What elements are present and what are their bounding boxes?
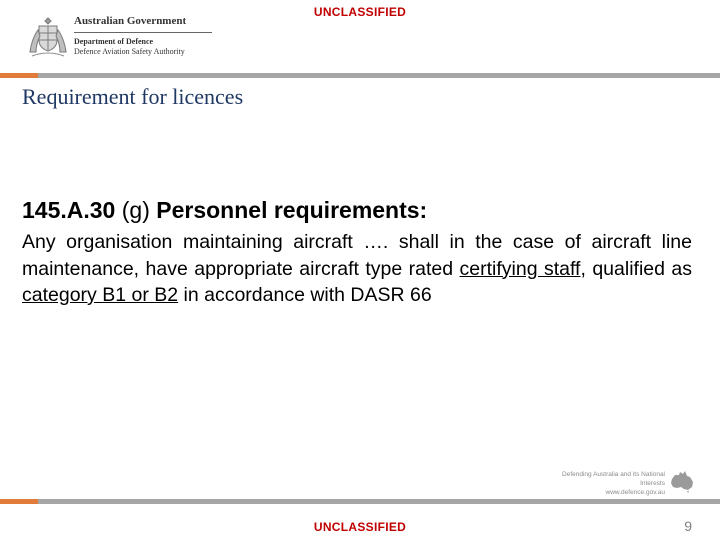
- classification-bottom: UNCLASSIFIED: [313, 520, 407, 534]
- header-rule: [0, 73, 720, 78]
- slide-title: Requirement for licences: [22, 84, 244, 109]
- footer-website: www.defence.gov.au: [605, 489, 665, 496]
- body-text-part1: Any organisation maintaining aircraft …. shall in the case of aircraft line maintenance, have appropriate aircraft type rated: [22, 231, 692, 280]
- government-logo: [26, 12, 196, 62]
- footer-tagline: [540, 470, 665, 497]
- header-rule-line: [38, 73, 720, 78]
- body-text-part3: in accordance with DASR 66: [178, 284, 432, 306]
- heading-reference: 145.A.30: [22, 197, 116, 223]
- logo-department: Department of Defence: [74, 37, 154, 46]
- footer-rule: [0, 499, 720, 504]
- header-rule-accent: [0, 73, 38, 78]
- footer-tagline-line1: Defending Australia and its National Interests: [562, 471, 665, 487]
- section-heading: [22, 197, 427, 224]
- page-number: 9: [684, 518, 692, 534]
- logo-text: [74, 15, 212, 57]
- classification-top: UNCLASSIFIED: [313, 5, 407, 19]
- australia-map-icon: [668, 467, 696, 495]
- body-text-part2: , qualified as: [580, 257, 692, 280]
- logo-divider: [74, 32, 212, 33]
- heading-clause: (g): [115, 197, 157, 223]
- coat-of-arms-icon: [26, 12, 70, 62]
- heading-topic: Personnel requirements:: [156, 197, 428, 223]
- link-certifying-staff[interactable]: certifying staff: [459, 257, 581, 280]
- logo-authority: Defence Aviation Safety Authority: [74, 47, 185, 56]
- body-paragraph: [22, 229, 692, 309]
- footer-rule-line: [38, 499, 720, 504]
- footer-rule-accent: [0, 499, 38, 504]
- link-category-b1-b2[interactable]: category B1 or B2: [22, 284, 179, 306]
- logo-government: Australian Government: [74, 15, 187, 27]
